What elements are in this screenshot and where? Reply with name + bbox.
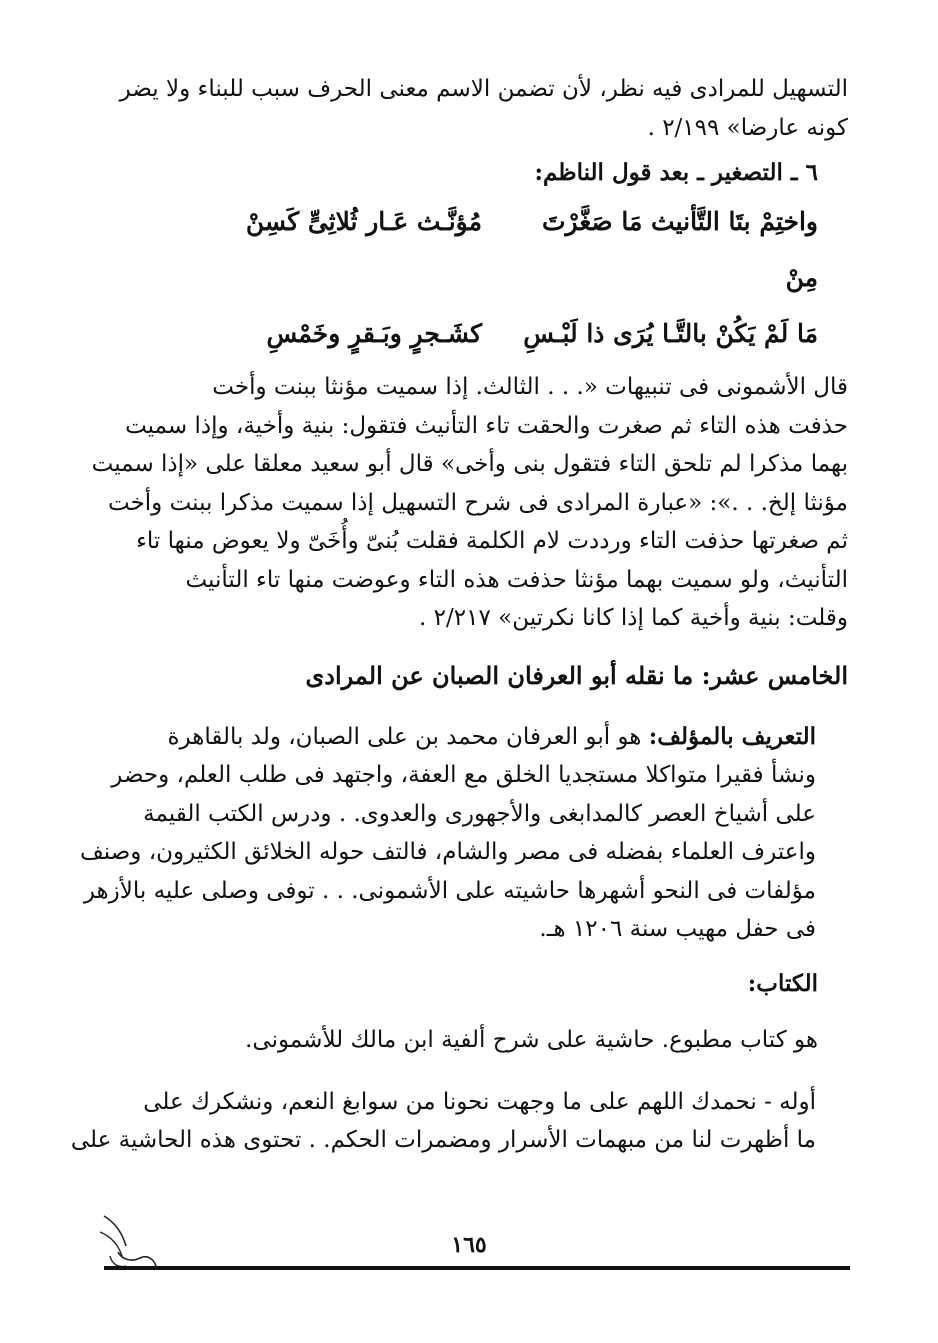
poem-verse [100,194,818,306]
author-intro-lead: التعريف بالمؤلف: [648,722,816,750]
section-title: الخامس عشر: ما نقله أبو العرفان الصبان عن المرادى [305,660,848,690]
ashmouni-paragraph [91,368,848,638]
top-paragraph [100,70,848,147]
text-line: قال الأشمونى فى تنبيهات «. . . الثالث. إذا سميت مؤنثا ببنت وأخت [212,374,848,400]
text-line: واعترف العلماء بفضله فى مصر والشام، فالتف حوله الخلائق الكثيرون، وصنف [80,839,816,865]
verse-second-hemistich: كشَـجرٍ وبَـقرٍ وخَمْسِ [266,319,482,348]
text-line: بهما مذكرا لم تلحق التاء فتقول بنى وأخى» قال أبو سعيد معلقا على «إذا سميت [91,451,848,477]
text-line: ثم صغرتها حذفت التاء ورددت لام الكلمة فقلت بُنىّ وأُخَىّ ولا يعوض منها تاء [136,528,848,554]
book-sentence: هو كتاب مطبوع. حاشية على شرح ألفية ابن مالك للأشمونى. [245,1026,818,1053]
text-line: فى حفل مهيب سنة ١٢٠٦ هـ. [539,916,816,942]
item-heading: ٦ ـ التصغير ـ بعد قول الناظم: [534,159,818,186]
text-line: مؤنثا إلخ. . .»: «عبارة المرادى فى شرح التسهيل إذا سميت مذكرا ببنت وأخت [107,489,848,516]
page-number: ١٦٥ [451,1232,487,1258]
text-line: مؤلفات فى النحو أشهرها حاشيته على الأشمونى. . . توفى وصلى عليه بالأزهر [83,877,816,904]
page-body [70,70,848,1160]
text-line: حذفت هذه التاء ثم صغرت والحقت تاء التأنيث فتقول: بنية وأخية، وإذا سميت [125,412,848,439]
poem-verse [100,306,818,362]
text-line: وقلت: بنية وأخية كما إذا كانا نكرتين» ٢/٢١٧ . [419,605,848,631]
poem [100,194,848,362]
book-heading: الكتاب: [747,969,818,997]
text-line: كونه عارضا» ٢/١٩٩ . [647,114,848,141]
author-intro-paragraph [80,718,848,949]
footer-rule [104,1266,850,1270]
text-line: أوله - نحمدك اللهم على ما وجهت نحونا من سوابغ النعم، ونشكرك على [143,1088,816,1115]
text-line: ونشأ فقيرا متواكلا مستجديا الخلق مع العفة، واجتهد فى طلب العلم، وحضر [111,762,816,788]
text-line: التسهيل للمرادى فيه نظر، لأن تضمن الاسم معنى الحرف سبب للبناء ولا يضر [119,76,848,102]
text-line: ما أظهرت لنا من مبهمات الأسرار ومضمرات الحكم. . تحتوى هذه الحاشية على [70,1127,816,1153]
text-line [100,718,848,757]
verse-first-hemistich: واختِمْ بتَا التَّأنيث مَا صَغَّرْتَ مِنْ [542,207,818,292]
last-paragraph [70,1083,848,1160]
text-line: التأنيث، ولو سميت بهما مؤنثا حذفت هذه التاء وعوضت منها تاء التأنيث [185,566,848,593]
text-line: على أشياخ العصر كالمدابغى والأجهورى والعدوى. . ودرس الكتب القيمة [143,800,816,827]
verse-second-hemistich: مُؤنَّـث عَـار ثُلاثِىٍّ كَسِنْ [245,207,482,236]
verse-first-hemistich: مَا لَمْ يَكُنْ بالتَّـا يُرَى ذا لَبْـسِ [523,319,818,348]
author-intro-text: هو أبو العرفان محمد بن على الصبان، ولد بالقاهرة [167,723,649,750]
